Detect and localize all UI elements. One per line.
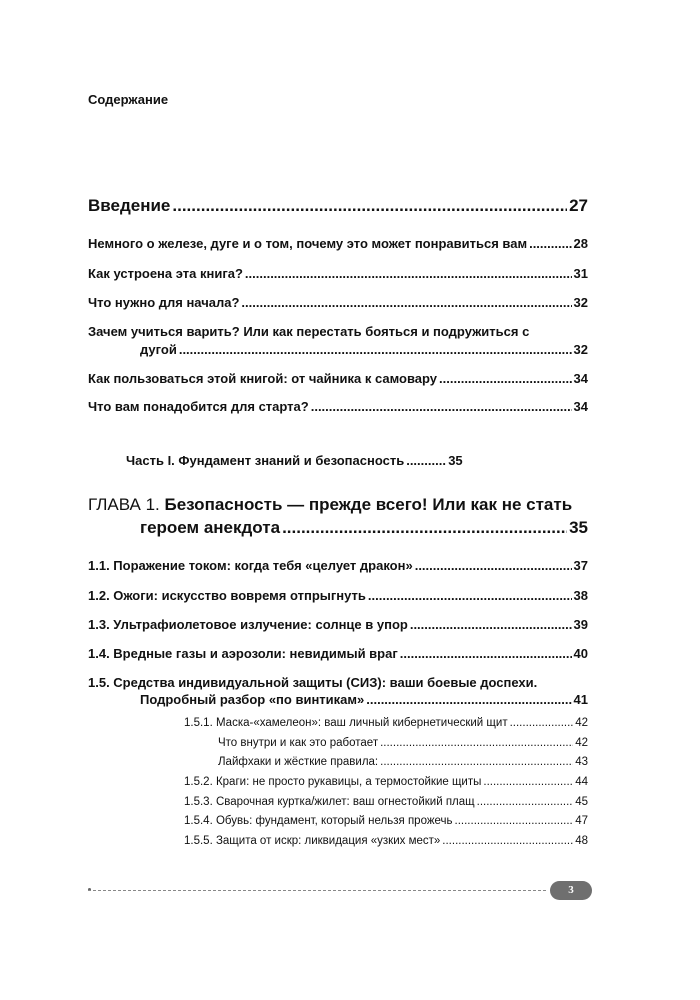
toc-subentry[interactable] bbox=[184, 796, 588, 808]
toc-entry-page: 47 bbox=[575, 815, 588, 827]
leader-dots bbox=[410, 617, 572, 632]
toc-entry-page: 34 bbox=[573, 371, 588, 386]
toc-subentry[interactable] bbox=[184, 717, 588, 729]
toc-entry-page: 35 bbox=[448, 453, 463, 468]
leader-dots bbox=[510, 717, 574, 729]
toc-entry-page: 32 bbox=[573, 295, 588, 310]
page-number-badge: 3 bbox=[550, 881, 592, 900]
toc-entry[interactable] bbox=[88, 588, 588, 603]
leader-dots bbox=[380, 737, 573, 749]
toc-entry-page: 40 bbox=[573, 646, 588, 661]
toc-entry[interactable] bbox=[88, 236, 588, 251]
toc-entry[interactable] bbox=[88, 692, 588, 707]
toc-entry-label: Немного о железе, дуге и о том, почему это может понравиться вам bbox=[88, 236, 528, 251]
leader-dots bbox=[172, 196, 567, 216]
toc-entry-page: 39 bbox=[573, 617, 588, 632]
toc-entry-label: 1.1. Поражение током: когда тебя «целует дракон» bbox=[88, 558, 413, 573]
leader-dots bbox=[483, 776, 573, 788]
toc-entry-label: Лайфхаки и жёсткие правила: bbox=[218, 756, 379, 768]
leader-dots bbox=[179, 342, 572, 357]
toc-entry-label: Что вам понадобится для старта? bbox=[88, 399, 309, 414]
toc-entry-label: героем анекдота bbox=[140, 518, 281, 537]
toc-subentry[interactable] bbox=[184, 835, 588, 847]
toc-entry-page: 43 bbox=[575, 756, 588, 768]
leader-dots bbox=[400, 646, 572, 661]
toc-entry-page: 35 bbox=[569, 518, 588, 537]
chapter-title: Безопасность — прежде всего! Или как не стать bbox=[164, 495, 573, 514]
toc-entry-page: 38 bbox=[573, 588, 588, 603]
leader-dots bbox=[415, 558, 572, 573]
leader-dots bbox=[366, 692, 571, 707]
toc-entry[interactable] bbox=[88, 646, 588, 661]
toc-entry-page: 31 bbox=[573, 266, 588, 281]
toc-entry-label: 1.5.4. Обувь: фундамент, который нельзя прожечь bbox=[184, 815, 453, 827]
page-title: Содержание bbox=[88, 92, 169, 107]
toc-entry-label-line1[interactable]: Зачем учиться варить? Или как перестать бояться и подружиться с bbox=[88, 324, 530, 339]
leader-dots bbox=[439, 371, 572, 386]
toc-subentry[interactable] bbox=[184, 776, 588, 788]
toc-entry-label: 1.2. Ожоги: искусство вовремя отпрыгнуть bbox=[88, 588, 366, 603]
chapter-heading-line1[interactable] bbox=[88, 495, 572, 515]
leader-dots bbox=[311, 399, 572, 414]
toc-entry-page: 48 bbox=[575, 835, 588, 847]
toc-entry-page: 27 bbox=[569, 196, 588, 215]
toc-entry-label: Что нужно для начала? bbox=[88, 295, 240, 310]
leader-dots bbox=[529, 236, 571, 251]
toc-entry-page: 41 bbox=[573, 692, 588, 707]
toc-entry-page: 44 bbox=[575, 776, 588, 788]
toc-entry-page: 42 bbox=[575, 737, 588, 749]
toc-entry-label: Введение bbox=[88, 196, 171, 215]
toc-entry-label: Как устроена эта книга? bbox=[88, 266, 243, 281]
toc-entry-label: Подробный разбор «по винтикам» bbox=[140, 692, 365, 707]
toc-entry-label: 1.5.2. Краги: не просто рукавицы, а термостойкие щиты bbox=[184, 776, 482, 788]
toc-entry-page: 37 bbox=[573, 558, 588, 573]
toc-entry-label-line1[interactable]: 1.5. Средства индивидуальной защиты (СИЗ): ваши боевые доспехи. bbox=[88, 675, 538, 690]
toc-entry-page: 42 bbox=[575, 717, 588, 729]
leader-dots bbox=[241, 295, 571, 310]
leader-dots bbox=[368, 588, 572, 603]
leader-dots bbox=[380, 756, 573, 768]
toc-subentry[interactable] bbox=[184, 815, 588, 827]
leader-dots bbox=[455, 815, 574, 827]
toc-entry-label: Как пользоваться этой книгой: от чайника к самовару bbox=[88, 371, 438, 386]
leader-dots bbox=[245, 266, 572, 281]
toc-entry-label: Что внутри и как это работает bbox=[218, 737, 379, 749]
chapter-prefix: ГЛАВА 1. bbox=[88, 495, 165, 514]
toc-entry-chapter[interactable] bbox=[88, 518, 588, 538]
toc-entry[interactable] bbox=[88, 399, 588, 414]
toc-entry-label: 1.5.3. Сварочная куртка/жилет: ваш огнестойкий плащ bbox=[184, 796, 475, 808]
toc-entry[interactable] bbox=[88, 371, 588, 386]
toc-entry-page: 32 bbox=[573, 342, 588, 357]
toc-entry-label: Часть I. Фундамент знаний и безопасность bbox=[126, 453, 405, 468]
toc-entry-intro[interactable] bbox=[88, 196, 588, 216]
leader-dots bbox=[442, 835, 573, 847]
toc-subentry[interactable] bbox=[218, 756, 588, 768]
toc-entry-label: дугой bbox=[140, 342, 177, 357]
toc-entry[interactable] bbox=[88, 558, 588, 573]
toc-entry[interactable] bbox=[88, 617, 588, 632]
leader-dots bbox=[477, 796, 574, 808]
toc-entry[interactable] bbox=[88, 295, 588, 310]
toc-entry[interactable] bbox=[88, 266, 588, 281]
leader-dots bbox=[406, 453, 446, 468]
toc-entry-part[interactable] bbox=[126, 453, 536, 468]
toc-entry-page: 34 bbox=[573, 399, 588, 414]
toc-entry-label: 1.3. Ультрафиолетовое излучение: солнце в упор bbox=[88, 617, 408, 632]
toc-subentry[interactable] bbox=[218, 737, 588, 749]
leader-dots bbox=[282, 518, 567, 538]
toc-entry-label: 1.5.1. Маска-«хамелеон»: ваш личный кибернетический щит bbox=[184, 717, 508, 729]
toc-entry-page: 28 bbox=[573, 236, 588, 251]
toc-entry-label: 1.4. Вредные газы и аэрозоли: невидимый враг bbox=[88, 646, 398, 661]
footer-rule bbox=[88, 890, 546, 891]
toc-entry-label: 1.5.5. Защита от искр: ликвидация «узких мест» bbox=[184, 835, 441, 847]
toc-entry[interactable] bbox=[88, 342, 588, 357]
toc-entry-page: 45 bbox=[575, 796, 588, 808]
